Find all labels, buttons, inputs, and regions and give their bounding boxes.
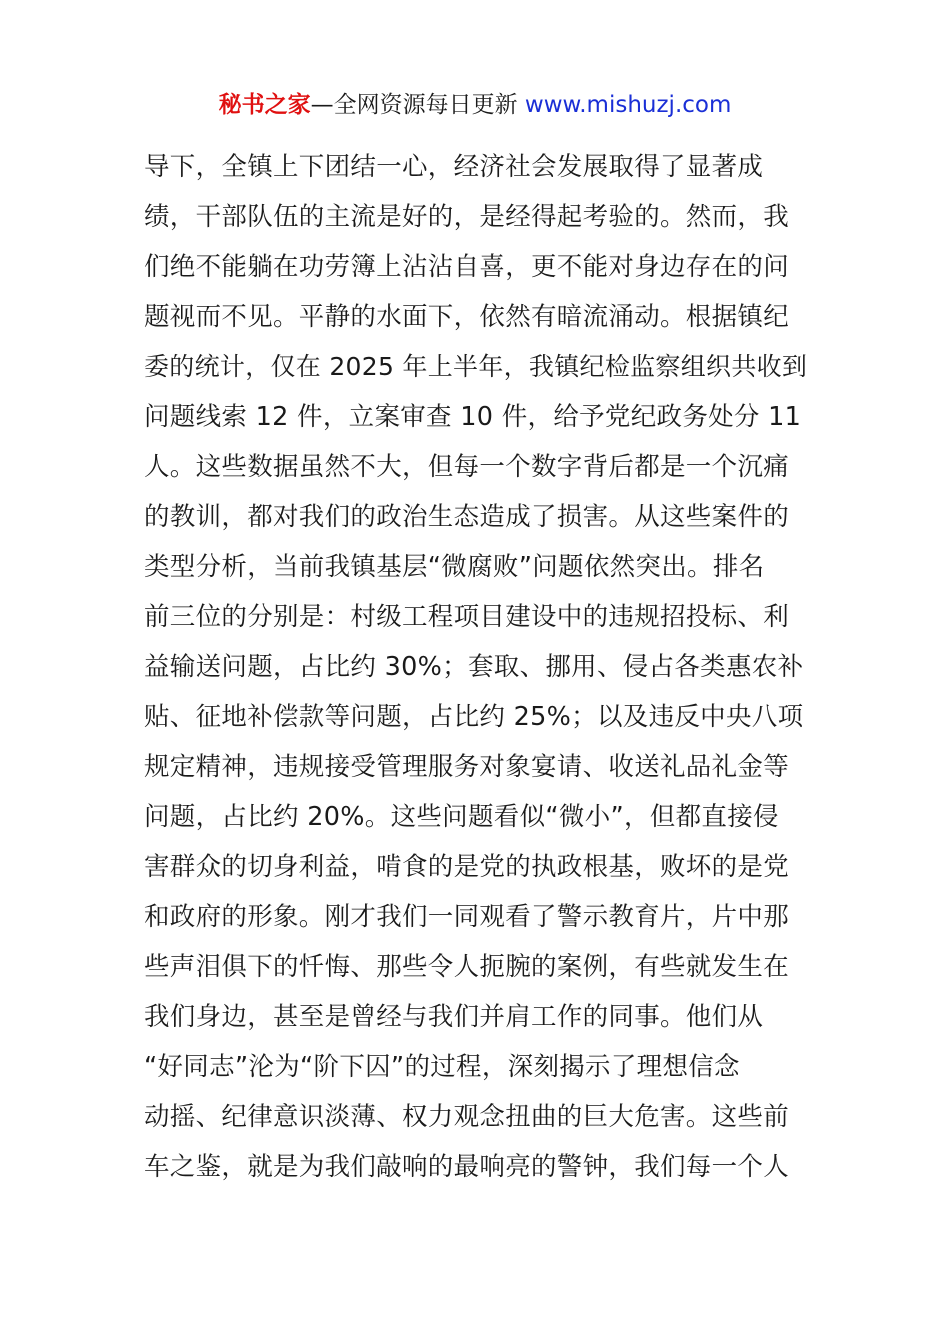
text-line: 动摇、纪律意识淡薄、权力观念扭曲的巨大危害。这些前	[144, 1102, 790, 1132]
text-line: 导下，全镇上下团结一心，经济社会发展取得了显著成	[144, 152, 764, 182]
header-tagline: —全网资源每日更新	[310, 92, 525, 118]
text-line: 的教训，都对我们的政治生态造成了损害。从这些案件的	[144, 502, 790, 532]
text-line: 车之鉴，就是为我们敲响的最响亮的警钟，我们每一个人	[144, 1152, 790, 1182]
text-line: 和政府的形象。刚才我们一同观看了警示教育片，片中那	[144, 902, 790, 932]
page-header	[0, 88, 950, 122]
text-line: 绩，干部队伍的主流是好的，是经得起考验的。然而，我	[144, 202, 790, 232]
text-line: 益输送问题，占比约 30%；套取、挪用、侵占各类惠农补	[144, 652, 804, 682]
text-line: 规定精神，违规接受管理服务对象宴请、收送礼品礼金等	[144, 752, 790, 782]
text-line: 害群众的切身利益，啃食的是党的执政根基，败坏的是党	[144, 852, 790, 882]
brand-name: 秘书之家	[218, 92, 311, 118]
text-line: 前三位的分别是：村级工程项目建设中的违规招投标、利	[144, 602, 790, 632]
text-line: 问题线索 12 件，立案审查 10 件，给予党纪政务处分 11	[144, 402, 802, 432]
text-line: 人。这些数据虽然不大，但每一个数字背后都是一个沉痛	[144, 452, 790, 482]
text-line: 问题，占比约 20%。这些问题看似“微小”，但都直接侵	[144, 802, 779, 832]
text-line: 贴、征地补偿款等问题，占比约 25%；以及违反中央八项	[144, 702, 804, 732]
text-line: 委的统计，仅在 2025 年上半年，我镇纪检监察组织共收到	[144, 352, 808, 381]
text-line: “好同志”沦为“阶下囚”的过程，深刻揭示了理想信念	[144, 1052, 740, 1082]
text-line: 类型分析，当前我镇基层“微腐败”问题依然突出。排名	[144, 552, 765, 582]
text-line: 们绝不能躺在功劳簿上沾沾自喜，更不能对身边存在的问	[144, 252, 790, 282]
website-link[interactable]: www.mishuzj.com	[524, 92, 732, 118]
document-body	[144, 145, 808, 1195]
text-line: 题视而不见。平静的水面下，依然有暗流涌动。根据镇纪	[144, 302, 790, 332]
text-line: 我们身边，甚至是曾经与我们并肩工作的同事。他们从	[144, 1002, 764, 1032]
text-line: 些声泪俱下的忏悔、那些令人扼腕的案例，有些就发生在	[144, 952, 790, 982]
